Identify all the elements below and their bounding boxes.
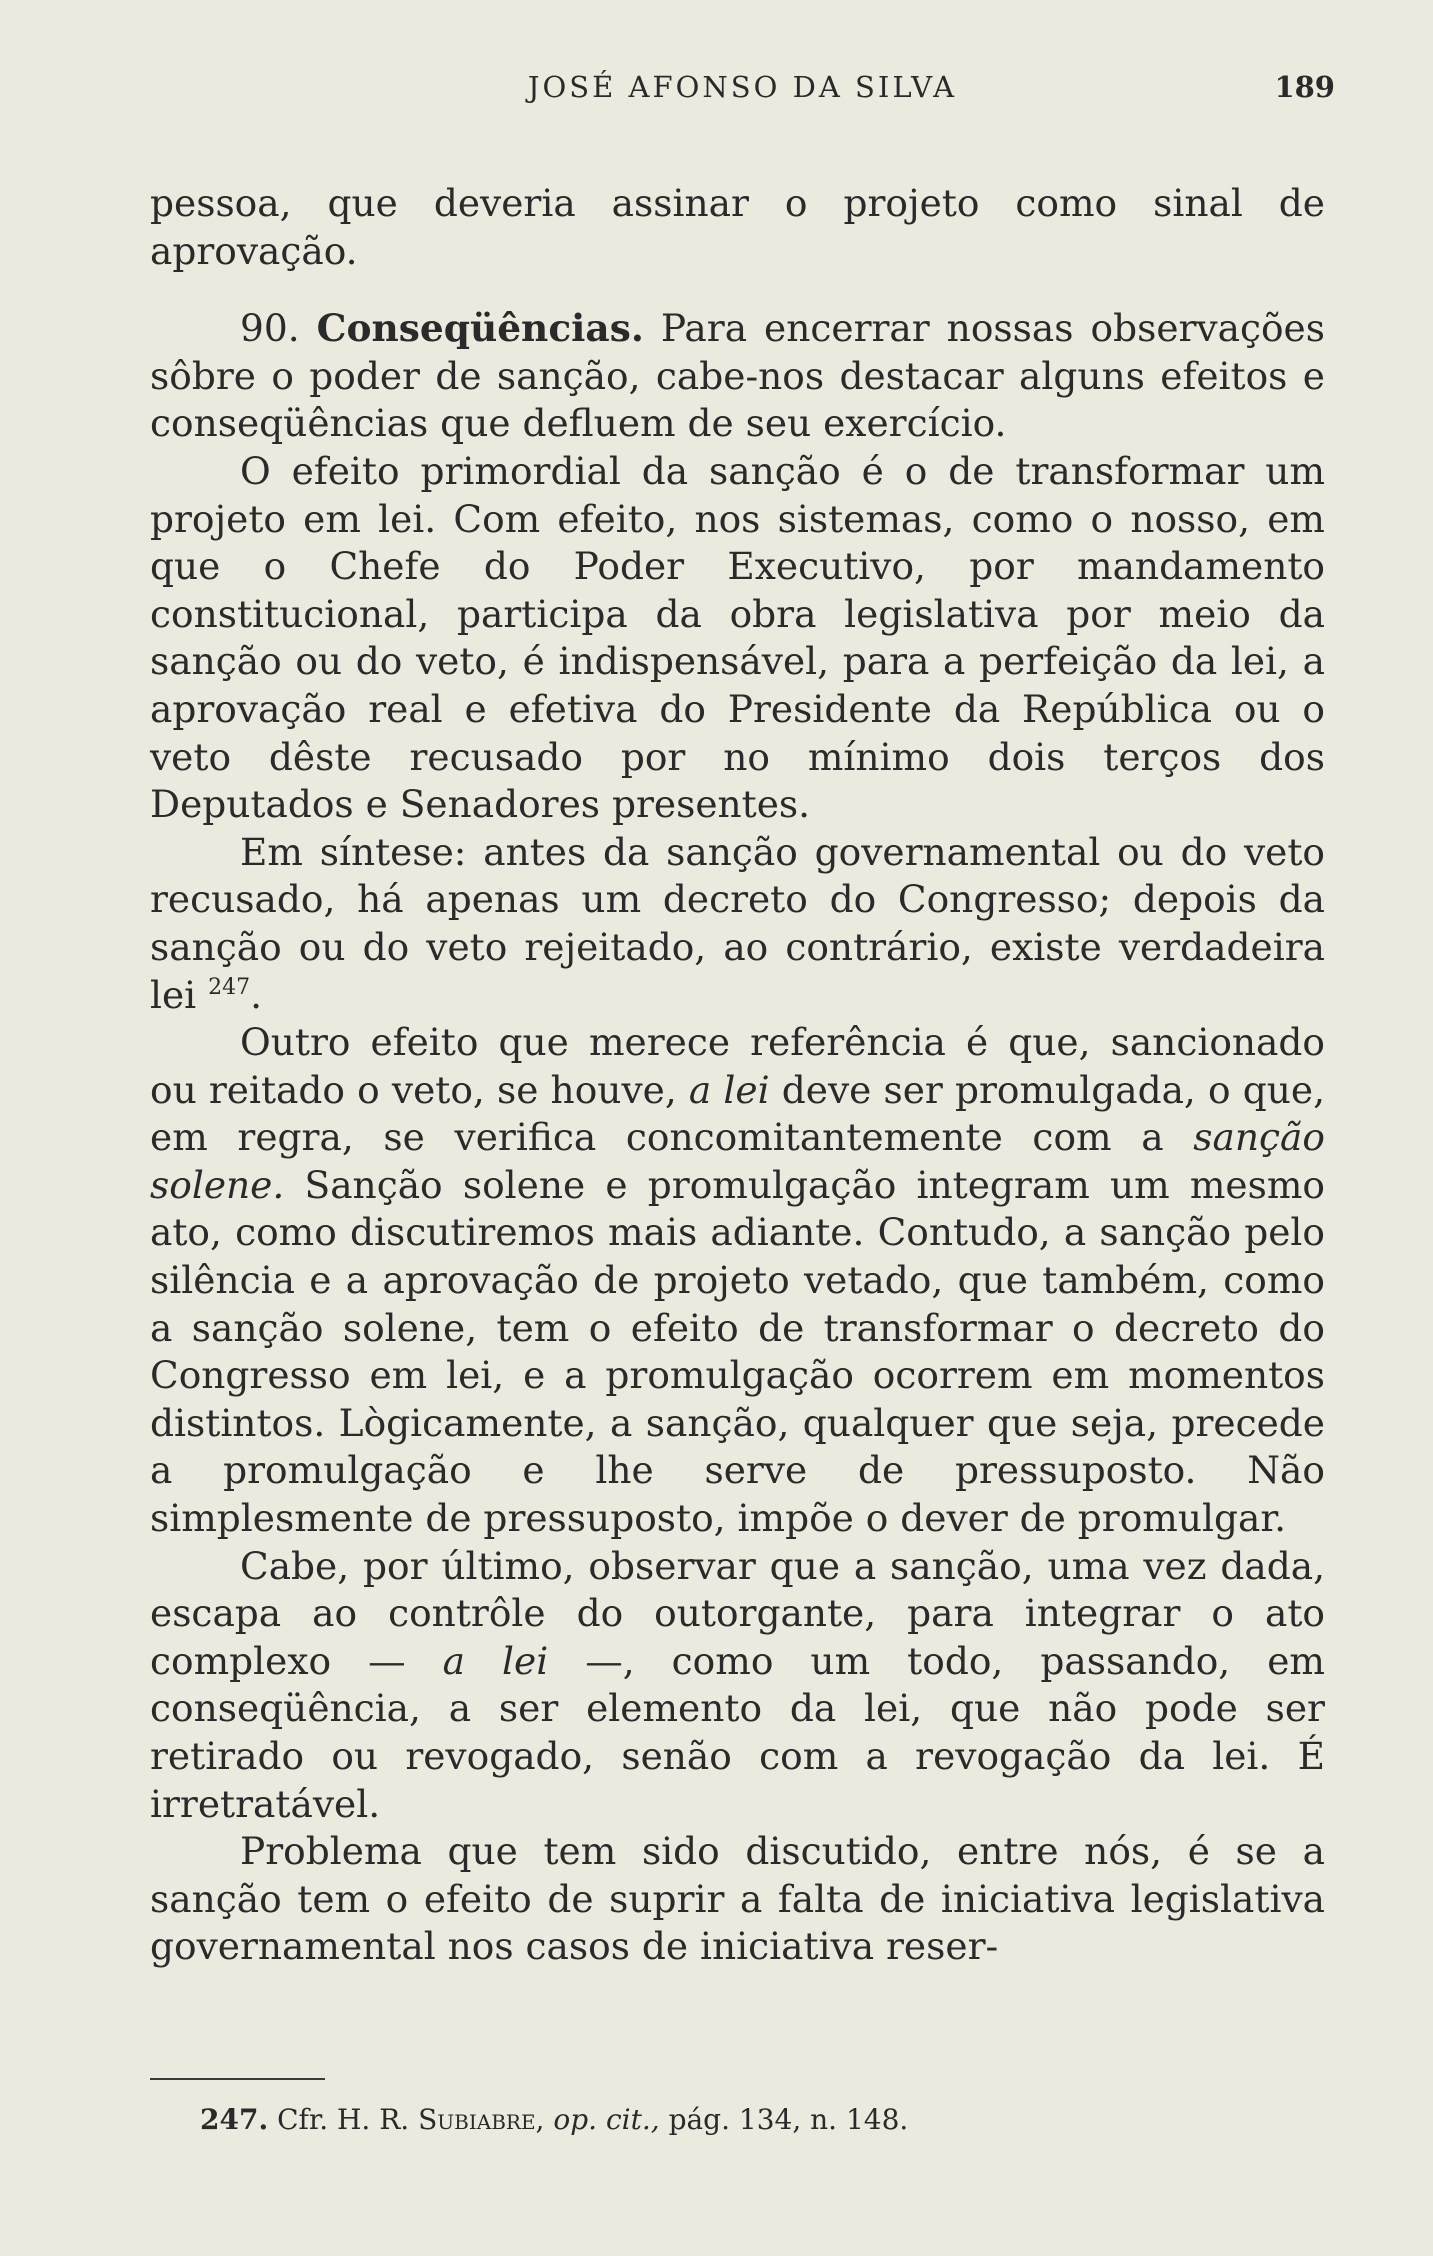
- footnote-text: pág. 134, n. 148.: [668, 2103, 909, 2136]
- paragraph-text: Em síntese: antes da sanção governamental ou do veto recusado, há apenas um decreto do Congresso; depois da sanção ou do veto rejeitado, ao contrário, existe verdadeira lei: [150, 829, 1325, 1017]
- paragraph-text: deve ser promulgada, o que, em regra, se verifica concomitantemente com a: [150, 1067, 1325, 1160]
- footnote-number: 247.: [200, 2103, 269, 2136]
- footnote-author: Subiabre,: [418, 2103, 545, 2136]
- paragraph: [150, 829, 1325, 1019]
- paragraph: [150, 1828, 1325, 1971]
- paragraph-text: Outro efeito que merece referência é que, sancionado ou reitado o veto, se houve,: [150, 1020, 1325, 1112]
- paragraph-text: pessoa, que deveria assinar o projeto como sinal de aprovação.: [150, 181, 1325, 273]
- paragraph-continuation: [150, 180, 1325, 275]
- paragraph-text: —, como um todo, passando, em conseqüência, a ser elemento da lei, que não pode ser retirado ou revogado, senão com a revogação da lei. É irretratável.: [150, 1638, 1325, 1826]
- section-title: Conseqüências.: [316, 306, 644, 351]
- body-text: [150, 180, 1325, 1971]
- section-paragraph: [150, 305, 1325, 448]
- paragraph-text: Para encerrar nossas observações sôbre o poder de sanção, cabe-nos destacar alguns efeitos e conseqüências que defluem de seu exercício.: [150, 306, 1325, 446]
- page-number: 189: [1274, 70, 1335, 104]
- paragraph-text: O efeito primordial da sanção é o de transformar um projeto em lei. Com efeito, nos sistemas, como o nosso, em que o Chefe do Poder Executivo, por mandamento constitucional, participa da obra legislativa por meio da sanção ou do veto, é indispensável, para a perfeição da lei, a aprovação real e efetiva do Presidente da República ou o veto dêste recusado por no mínimo dois terços dos Deputados e Senadores presentes.: [150, 448, 1325, 827]
- emphasis: sanção solene.: [150, 1115, 1325, 1207]
- paragraph-text: Problema que tem sido discutido, entre nós, é se a sanção tem o efeito de suprir a falta de iniciativa legislativa governamental nos casos de iniciativa reser-: [150, 1829, 1325, 1969]
- paragraph-text: Sanção solene e promulgação integram um mesmo ato, como discutiremos mais adiante. Contudo, a sanção pelo silência e a aprovação de projeto vetado, que também, como a sanção solene, tem o efeito de transformar o decreto do Congresso em lei, e a promulgação ocorrem em momentos distintos. Lògicamente, a sanção, qualquer que seja, precede a promulgação e lhe serve de pressuposto. Não simplesmente de pressuposto, impõe o dever de promulgar.: [150, 1162, 1326, 1541]
- paragraph-text: Cabe, por último, observar que a sanção, uma vez dada, escapa ao contrôle do outorgante, para integrar o ato complexo —: [150, 1543, 1325, 1683]
- paragraph: [150, 448, 1325, 829]
- footnote: [200, 2102, 1300, 2138]
- footnote-text: Cfr. H. R.: [277, 2103, 410, 2136]
- spacer: [150, 275, 1325, 305]
- running-head: JOSÉ AFONSO DA SILVA: [527, 70, 958, 104]
- footnote-emphasis: op. cit.,: [553, 2103, 660, 2136]
- section-number: 90.: [240, 306, 300, 351]
- paragraph: [150, 1019, 1325, 1543]
- paragraph-text: .: [250, 972, 263, 1017]
- paragraph: [150, 1543, 1325, 1829]
- footnote-rule: [150, 2078, 325, 2080]
- emphasis: a lei: [442, 1638, 549, 1683]
- page-header: [150, 70, 1335, 114]
- emphasis: a lei: [688, 1067, 770, 1112]
- footnote-reference: 247: [208, 974, 251, 1000]
